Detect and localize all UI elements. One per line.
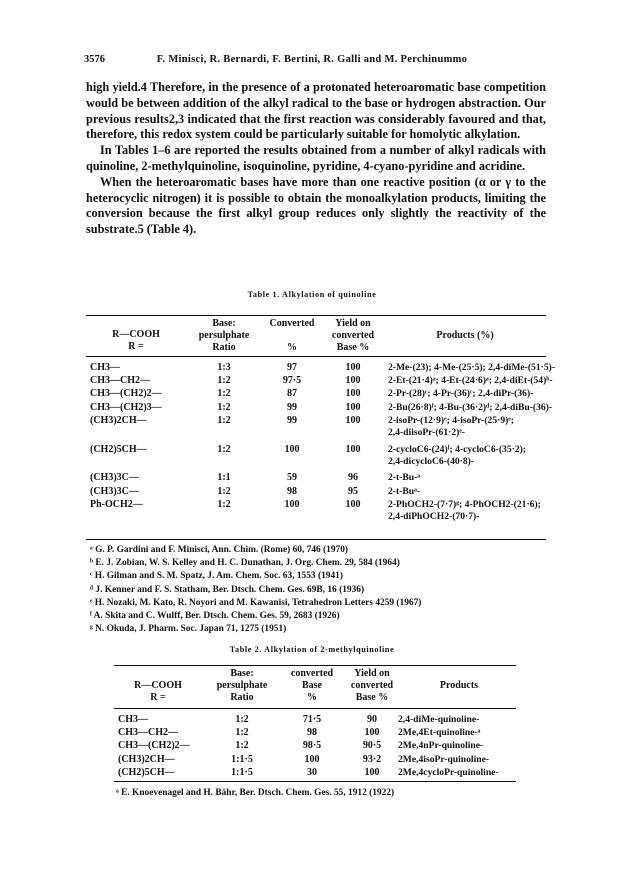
footnote: ᶠ A. Skita and C. Wulff, Ber. Dtsch. Chem. Ges. 59, 2683 (1926): [90, 611, 340, 621]
table1-header-products: Products (%): [436, 330, 494, 341]
table-row-products: 2-PhOCH2-(7·7)ᵍ; 4-PhOCH2-(21·6);: [388, 498, 541, 510]
table-row-yield: 100: [345, 401, 361, 413]
table-row-ratio: 1:1·5: [231, 766, 253, 778]
table2-header-converted: converted Base %: [290, 668, 334, 703]
table2-header-acid: R—COOH R =: [134, 680, 182, 703]
table2-bottom-rule: [114, 781, 516, 782]
table2-title: Table 2. Alkylation of 2-methylquinoline: [229, 645, 395, 654]
table-row-ratio: 1:2: [217, 498, 231, 510]
footnote: ᵃ E. Knoevenagel and H. Bähr, Ber. Dtsch. Chem. Ges. 55, 1912 (1922): [116, 788, 395, 798]
table-row-converted: 100: [304, 753, 320, 765]
table-row-converted: 99: [287, 414, 297, 426]
footnote: ᵃ G. P. Gardini and F. Minisci, Ann. Chim. (Rome) 60, 746 (1970): [90, 545, 349, 555]
table-row-acid: (CH3)2CH—: [118, 753, 175, 765]
table2-header-rule: [114, 708, 516, 709]
table-row-products: 2-isoPr-(12·9)ᵉ; 4-isoPr-(25·9)ᵉ;: [388, 414, 515, 426]
table-row-yield: 96: [348, 472, 358, 484]
table-row-converted: 98: [307, 727, 317, 739]
table-row-products: 2-Pr-(28)ᶜ; 4-Pr-(36)ᶜ; 2,4-diPr-(36)-: [388, 388, 534, 400]
table-row-products: 2-cycloC6-(24)ᶠ; 4-cycloC6-(35·2);: [388, 443, 526, 455]
table-row-converted: 71·5: [302, 714, 322, 725]
table-row-products: 2Me,4isoPr-quinoline-: [398, 753, 490, 765]
table-row-yield: 100: [345, 498, 361, 510]
table-row-acid: CH3—: [90, 362, 120, 373]
table-row-acid: CH3—(CH2)3—: [90, 401, 162, 413]
table-row-converted: 100: [284, 443, 300, 455]
table-row-yield: 95: [348, 485, 358, 497]
table-row-converted: 100: [284, 498, 300, 510]
table-row-acid: (CH3)2CH—: [90, 414, 147, 426]
table-row-ratio: 1:2: [217, 443, 231, 455]
table-row-acid: (CH2)5CH—: [118, 766, 175, 778]
table-row-converted: 97·5: [282, 375, 302, 387]
table-row-ratio: 1:2: [217, 388, 231, 400]
table-row-products: 2,4-diMe-quinoline-: [398, 714, 480, 725]
table2-header-yield: Yield on converted Base %: [350, 668, 394, 703]
table-row-yield: 100: [345, 443, 361, 455]
table-row-yield: 90: [367, 714, 377, 725]
table-row-yield: 100: [345, 362, 361, 373]
table-row-yield: 100: [345, 375, 361, 387]
table-row-yield: 100: [345, 414, 361, 426]
table-row-yield: 90·5: [362, 740, 382, 752]
paragraph: In Tables 1–6 are reported the results obtained from a number of alkyl radicals with quinoline, 2-methylquinoline, isoquinoline, pyridine, 4-cyano-pyridine and acridine.: [86, 143, 546, 173]
table-row-converted: 59: [287, 472, 297, 484]
body-text: [86, 80, 546, 238]
page-number: 3576: [84, 54, 105, 65]
table-row-acid: CH3—(CH2)2—: [118, 740, 190, 752]
table-row-ratio: 1:3: [217, 362, 231, 373]
table-row-yield: 100: [364, 727, 380, 739]
table-row-converted: 87: [287, 388, 297, 400]
table-row-products: 2-Et-(21·4)ᵃ; 4-Et-(24·6)ᵃ; 2,4-diEt-(54)ᵇ-: [388, 375, 553, 387]
table-row-converted: 98·5: [302, 740, 322, 752]
table1-header-rule: [86, 356, 546, 357]
table1-bottom-rule: [86, 539, 546, 540]
table-row-yield: 100: [364, 766, 380, 778]
table-row-products: 2Me,4nPr-quinoline-: [398, 740, 484, 752]
table1-header-yield: Yield on converted Base %: [331, 318, 375, 353]
footnote: ᵍ N. Okuda, J. Pharm. Soc. Japan 71, 1275 (1951): [90, 624, 287, 635]
table-row-acid: CH3—(CH2)2—: [90, 388, 162, 400]
table-row-acid: Ph-OCH2—: [90, 498, 143, 510]
table-row-products: 2,4-diisoPr-(61·2)ᵉ-: [388, 427, 465, 439]
table-row-products: 2-t-Bu-ᵃ: [388, 472, 421, 484]
table2-header-products: Products: [439, 680, 479, 691]
table1-top-rule: [86, 315, 546, 316]
table-row-converted: 97: [287, 362, 297, 373]
table-row-yield: 100: [345, 388, 361, 400]
table-row-ratio: 1:2: [217, 485, 231, 497]
footnote: ᵉ H. Nozaki, M. Kato, R. Noyori and M. Kawanisi, Tetrahedron Letters 4259 (1967): [90, 597, 422, 608]
table-row-acid: CH3—CH2—: [118, 727, 178, 739]
table2-header-base: Base: persulphate Ratio: [216, 668, 268, 703]
table-row-acid: CH3—CH2—: [90, 375, 150, 387]
table-row-ratio: 1:1: [217, 472, 231, 484]
paragraph: high yield.4 Therefore, in the presence of a protonated heteroaromatic base competition would be between addition of the alkyl radical to the base or hydrogen abstraction. Our previous results2,3 indicated that the first reaction was considerably favoured and that, therefore, this redox system could be particularly suitable for homolytic alkylation.: [86, 80, 546, 142]
table1-header-converted: Converted %: [269, 318, 315, 353]
table-row-ratio: 1:2: [235, 727, 249, 739]
table-row-products: 2-t-Buᵃ-: [388, 485, 421, 497]
table-row-products: 2-Bu(26·8)ᶠ; 4-Bu-(36·2)ᵈ; 2,4-diBu-(36)-: [388, 401, 553, 413]
table-row-ratio: 1:2: [217, 401, 231, 413]
table1-header-acid: R—COOH R =: [112, 329, 160, 352]
table-row-products: 2Me,4Et-quinoline-ᵃ: [398, 727, 481, 739]
table-row-acid: (CH2)5CH—: [90, 443, 147, 455]
table1-title: Table 1. Alkylation of quinoline: [247, 290, 377, 299]
table-row-acid: (CH3)3C—: [90, 485, 139, 497]
table-row-products: 2Me,4cycloPr-quinoline-: [398, 766, 499, 778]
paragraph: When the heteroaromatic bases have more than one reactive position (α or γ to the heterocyclic nitrogen) it is possible to obtain the monoalkylation products, limiting the conversion because the first alkyl group reduces only slightly the reactivity of the substrate.5 (Table 4).: [86, 174, 546, 237]
table-row-converted: 30: [307, 766, 317, 778]
footnote: ᵇ E. J. Zobian, W. S. Kelley and H. C. Dunathan, J. Org. Chem. 29, 584 (1964): [90, 558, 400, 569]
table-row-ratio: 1:2: [217, 375, 231, 387]
table-row-products: 2,4-dicycloC6-(40·8)-: [388, 456, 475, 467]
footnote: ᵈ J. Kenner and F. S. Statham, Ber. Dtsch. Chem. Ges. 69B, 16 (1936): [90, 584, 365, 595]
table-row-ratio: 1:2: [217, 414, 231, 426]
table-row-ratio: 1:2: [235, 740, 249, 752]
table-row-ratio: 1:2: [235, 714, 249, 725]
table-row-acid: (CH3)3C—: [90, 472, 139, 484]
table-row-yield: 93·2: [362, 753, 382, 765]
table-row-converted: 98: [287, 485, 297, 497]
author-line: F. Minisci, R. Bernardi, F. Bertini, R. Galli and M. Perchinummo: [156, 54, 468, 65]
table-row-converted: 99: [287, 401, 297, 413]
table-row-products: 2,4-diPhOCH2-(70·7)-: [388, 511, 480, 523]
footnote: ᶜ H. Gilman and S. M. Spatz, J. Am. Chem. Soc. 63, 1553 (1941): [90, 571, 343, 582]
table-row-products: 2-Me-(23); 4-Me-(25·5); 2,4-diMe-(51·5)-: [388, 362, 556, 373]
table-row-acid: CH3—: [118, 714, 148, 725]
table1-header-base: Base: persulphate Ratio: [198, 318, 250, 353]
table-row-ratio: 1:1·5: [231, 753, 253, 765]
table2-top-rule: [114, 665, 516, 666]
